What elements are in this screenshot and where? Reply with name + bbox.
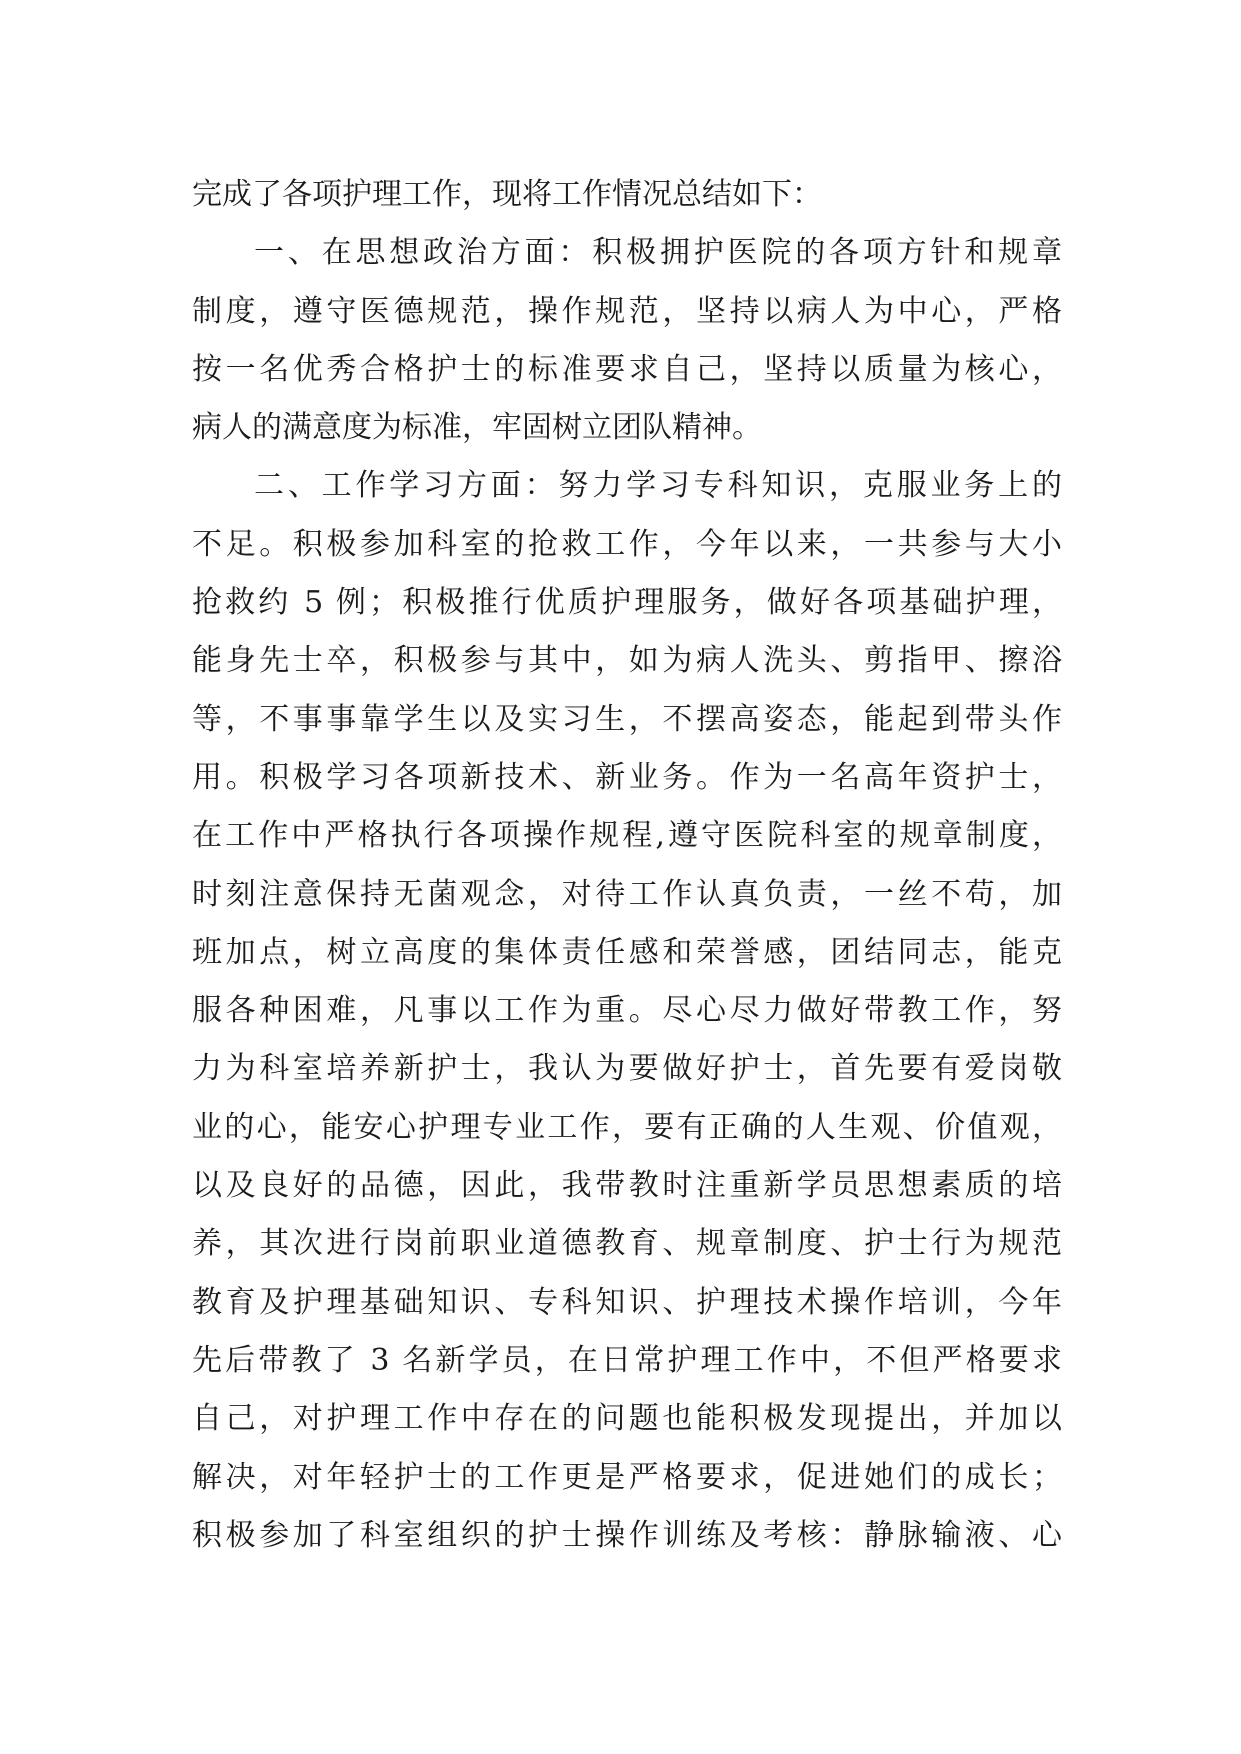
text-line: 业的心，能安心护理专业工作，要有正确的人生观、价值观， <box>192 1109 1062 1145</box>
text-line: 抢救约 5 例；积极推行优质护理服务，做好各项基础护理， <box>192 585 1062 621</box>
text-line: 在工作中严格执行各项操作规程,遵守医院科室的规章制度， <box>192 818 1062 854</box>
text-line: 以及良好的品德，因此，我带教时注重新学员思想素质的培 <box>192 1168 1062 1204</box>
text-line: 积极参加了科室组织的护士操作训练及考核：静脉输液、心 <box>192 1517 1062 1553</box>
text-line: 班加点，树立高度的集体责任感和荣誉感，团结同志，能克 <box>192 934 1062 970</box>
text-line: 用。积极学习各项新技术、新业务。作为一名高年资护士， <box>192 759 1062 795</box>
text-line: 解决，对年轻护士的工作更是严格要求，促进她们的成长； <box>192 1459 1062 1495</box>
text-line: 不足。积极参加科室的抢救工作，今年以来，一共参与大小 <box>192 526 1062 562</box>
text-line: 时刻注意保持无菌观念，对待工作认真负责，一丝不苟，加 <box>192 876 1062 912</box>
paragraph-heading-line: 二、工作学习方面：努力学习专科知识，克服业务上的 <box>254 468 1062 504</box>
text-line: 先后带教了 3 名新学员，在日常护理工作中，不但严格要求 <box>192 1342 1062 1378</box>
text-line: 等，不事事靠学生以及实习生，不摆高姿态，能起到带头作 <box>192 701 1062 737</box>
text-line: 病人的满意度为标准，牢固树立团队精神。 <box>192 410 762 446</box>
text-line: 服各种困难，凡事以工作为重。尽心尽力做好带教工作，努 <box>192 993 1062 1029</box>
document-body <box>192 166 1062 1565</box>
text-line: 制度，遵守医德规范，操作规范，坚持以病人为中心，严格 <box>192 293 1062 329</box>
text-line: 能身先士卒，积极参与其中，如为病人洗头、剪指甲、擦浴 <box>192 643 1062 679</box>
paragraph-heading-line: 一、在思想政治方面：积极拥护医院的各项方针和规章 <box>254 235 1062 271</box>
text-line: 完成了各项护理工作，现将工作情况总结如下： <box>192 177 822 212</box>
text-line: 力为科室培养新护士，我认为要做好护士，首先要有爱岗敬 <box>192 1051 1062 1087</box>
text-line: 按一名优秀合格护士的标准要求自己，坚持以质量为核心， <box>192 351 1062 387</box>
text-line: 养，其次进行岗前职业道德教育、规章制度、护士行为规范 <box>192 1226 1062 1262</box>
text-line: 自己，对护理工作中存在的问题也能积极发现提出，并加以 <box>192 1401 1062 1437</box>
text-line: 教育及护理基础知识、专科知识、护理技术操作培训，今年 <box>192 1284 1062 1320</box>
